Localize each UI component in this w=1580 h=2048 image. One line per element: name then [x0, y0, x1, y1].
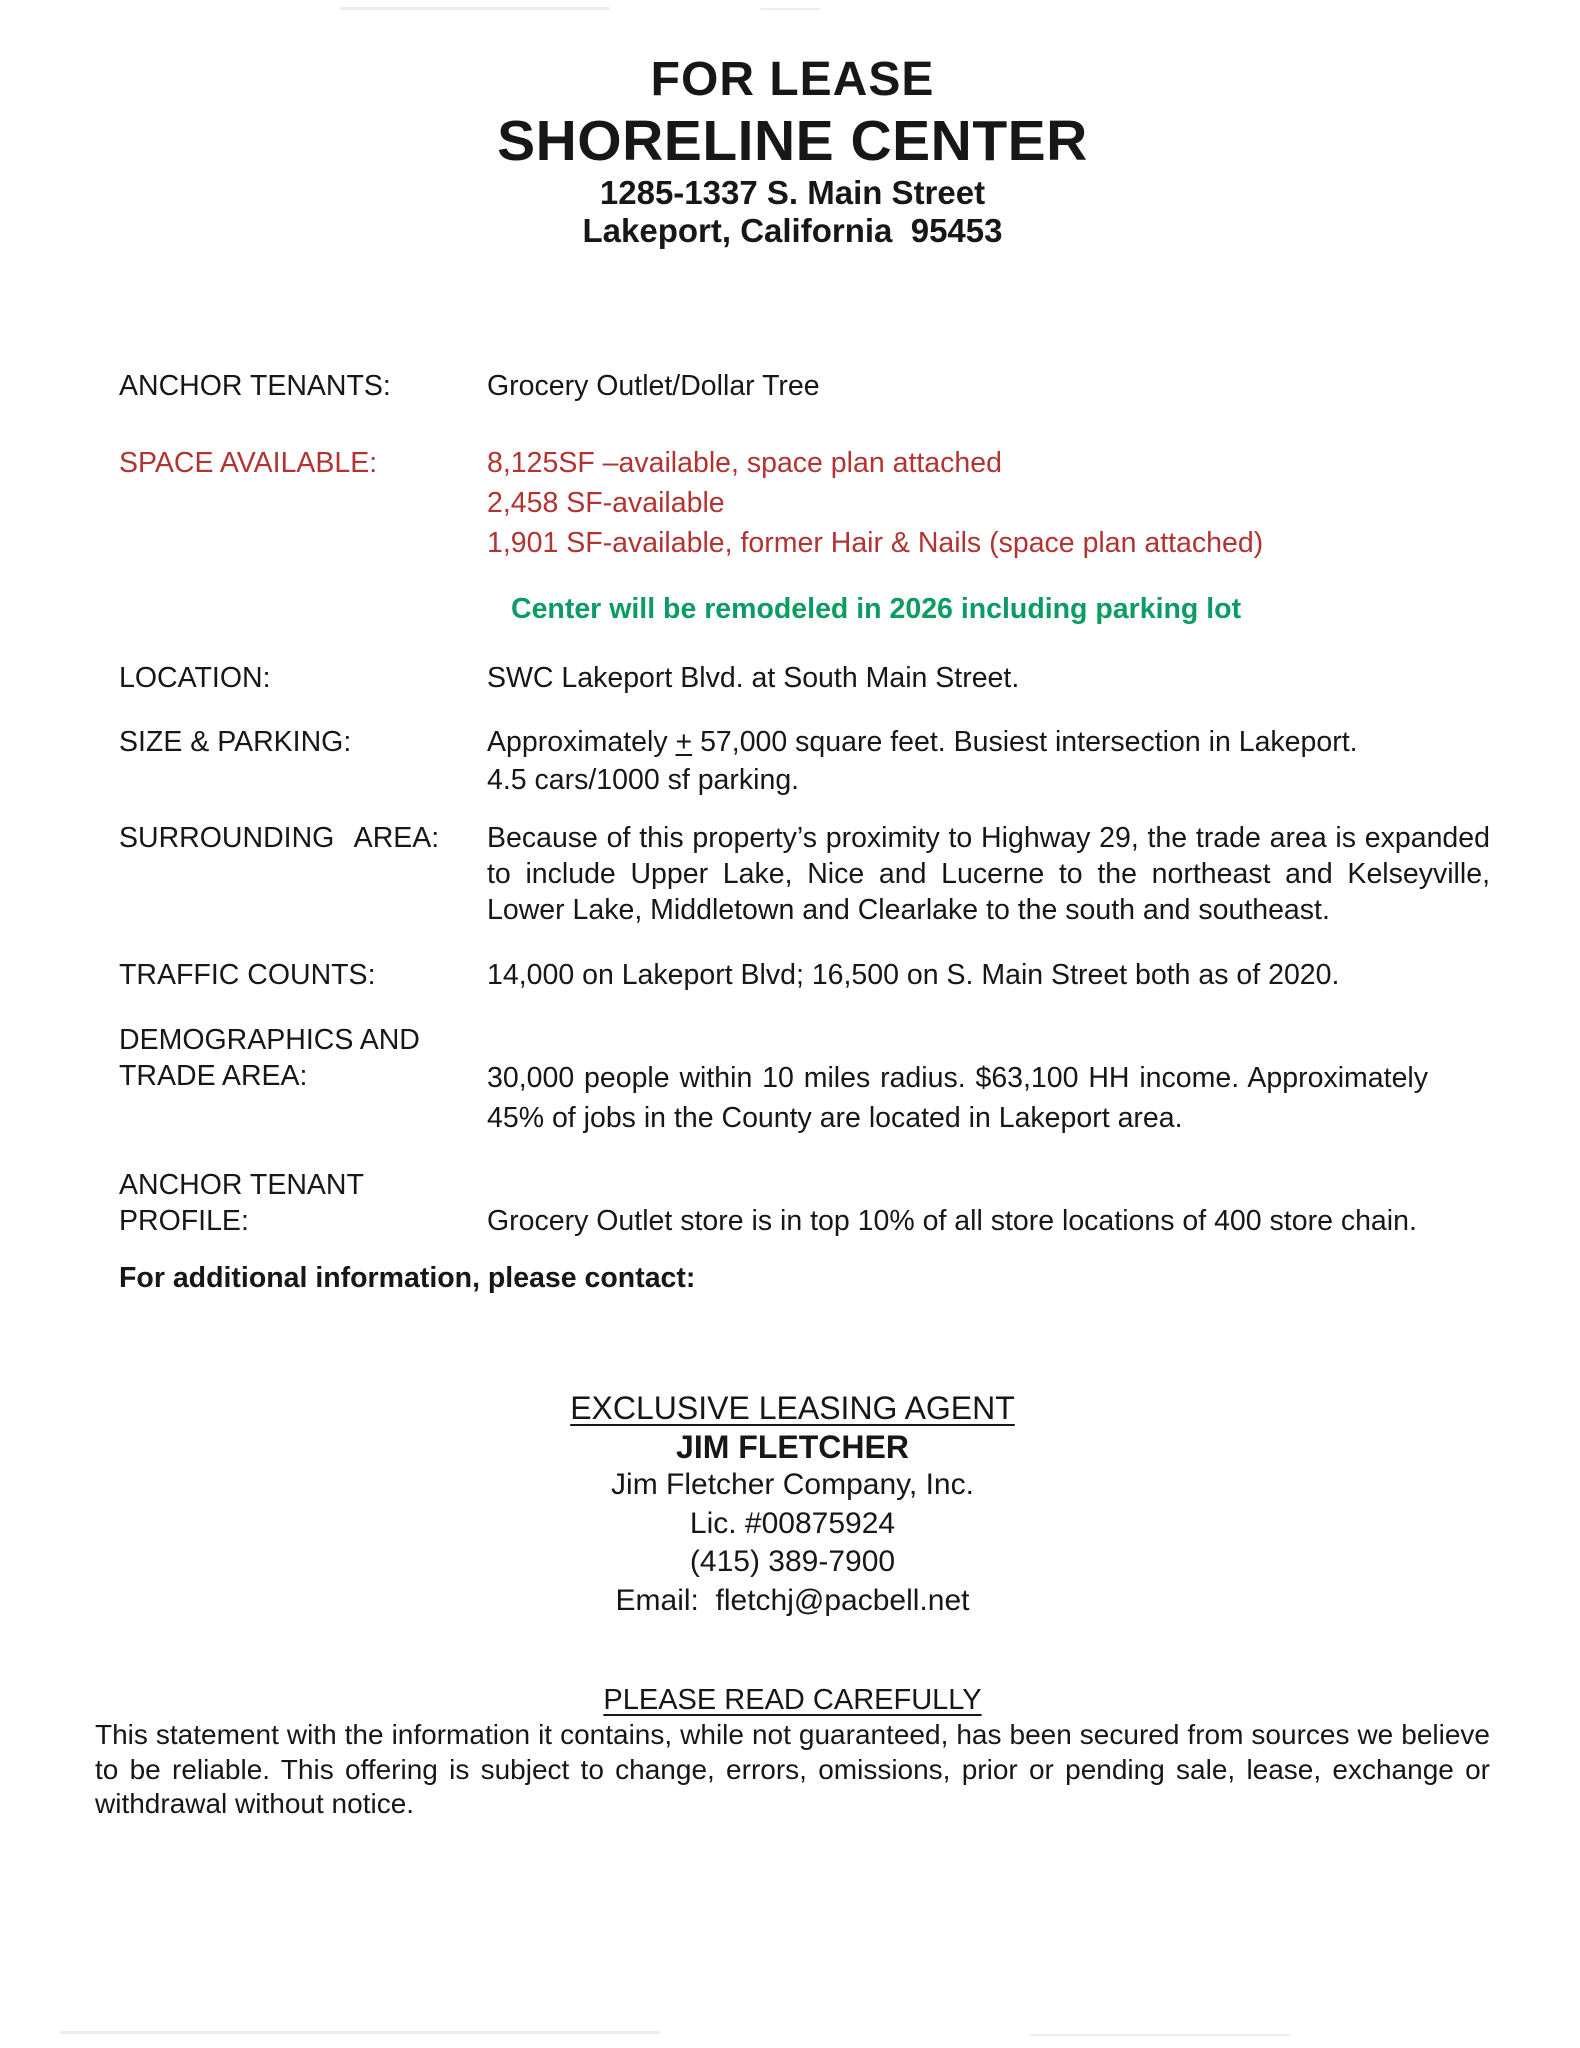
location-value: SWC Lakeport Blvd. at South Main Street. — [487, 662, 1020, 694]
agent-phone: (415) 389-7900 — [689, 1545, 896, 1578]
leasing-agent-block — [95, 1389, 1490, 1620]
size-parking-line2: 4.5 cars/1000 sf parking. — [487, 764, 800, 796]
space-available-line: 2,458 SF-available — [487, 487, 725, 519]
space-available-label: SPACE AVAILABLE: — [119, 447, 378, 479]
surrounding-area-text: Because of this property’s proximity to Highway 29, the trade area is expanded to include Upper Lake, Nice and Lucerne to the northeast and Kelseyville, Lower Lake, Middletown and Clearlake to the south and southeast. — [487, 822, 1490, 926]
demographics-label — [119, 1022, 487, 1138]
location-row — [95, 660, 1490, 696]
size-suffix: 57,000 square feet. Busiest intersection in Lakeport. — [692, 726, 1358, 758]
space-available-list — [487, 443, 1490, 563]
size-parking-row — [95, 723, 1490, 799]
scan-artifact — [340, 7, 610, 10]
anchor-profile-label — [119, 1167, 487, 1239]
agent-license: Lic. #00875924 — [689, 1506, 896, 1540]
demographics-label-line1: DEMOGRAPHICS AND — [119, 1024, 420, 1056]
demographics-label-line2: TRADE AREA: — [119, 1060, 308, 1092]
disclaimer-text: This statement with the information it contains, while not guaranteed, has been secured from sources we believe to be reliable. This offering is subject to change, errors, omissions, prior or pending sale, lease, exchange or withdrawal without notice. — [95, 1719, 1490, 1819]
space-available-line: 8,125SF –available, space plan attached — [487, 447, 1002, 479]
anchor-profile-row — [95, 1167, 1490, 1239]
contact-heading: For additional information, please contact: — [119, 1262, 696, 1294]
city-state-zip: Lakeport, California 95453 — [582, 212, 1003, 249]
traffic-counts-label: TRAFFIC COUNTS: — [119, 959, 376, 991]
agent-company: Jim Fletcher Company, Inc. — [611, 1468, 974, 1501]
agent-email: Email: fletchj@pacbell.net — [615, 1583, 970, 1617]
anchor-tenants-label: ANCHOR TENANTS: — [119, 370, 391, 402]
traffic-counts-row — [95, 957, 1490, 993]
size-parking-line1 — [487, 723, 1490, 761]
agent-name: JIM FLETCHER — [676, 1428, 909, 1465]
traffic-counts-value: 14,000 on Lakeport Blvd; 16,500 on S. Main Street both as of 2020. — [487, 959, 1340, 991]
demographics-row — [95, 1022, 1490, 1138]
page-title: FOR LEASE — [650, 53, 935, 106]
space-available-line: 1,901 SF-available, former Hair & Nails (space plan attached) — [487, 527, 1264, 559]
size-prefix: Approximately — [487, 726, 676, 758]
size-parking-label: SIZE & PARKING: — [119, 726, 352, 758]
demographics-text: 30,000 people within 10 miles radius. $63,100 HH income. Approximately 45% of jobs in the County are located in Lakeport area. — [487, 1062, 1428, 1134]
scan-artifact — [1030, 2034, 1290, 2036]
plus-minus-sign: + — [675, 726, 693, 758]
street-address: 1285-1337 S. Main Street — [599, 174, 986, 211]
surrounding-area-label: SURROUNDING AREA: — [119, 822, 440, 854]
disclaimer-heading: PLEASE READ CAREFULLY — [603, 1684, 982, 1716]
size-parking-value — [487, 723, 1490, 799]
anchor-profile-value: Grocery Outlet store is in top 10% of all store locations of 400 store chain. — [487, 1205, 1417, 1237]
anchor-profile-label-line1: ANCHOR TENANT — [119, 1169, 364, 1201]
anchor-profile-label-line2: PROFILE: — [119, 1205, 249, 1237]
anchor-tenants-value: Grocery Outlet/Dollar Tree — [487, 370, 820, 402]
surrounding-area-row — [95, 820, 1490, 928]
space-available-row — [95, 443, 1490, 563]
scan-artifact — [60, 2031, 660, 2034]
location-label: LOCATION: — [119, 662, 271, 694]
remodel-note: Center will be remodeled in 2026 including parking lot — [511, 593, 1242, 625]
agent-heading: EXCLUSIVE LEASING AGENT — [570, 1390, 1015, 1426]
anchor-tenants-row — [95, 368, 1490, 404]
center-name: SHORELINE CENTER — [497, 109, 1088, 173]
scan-artifact — [760, 8, 820, 10]
